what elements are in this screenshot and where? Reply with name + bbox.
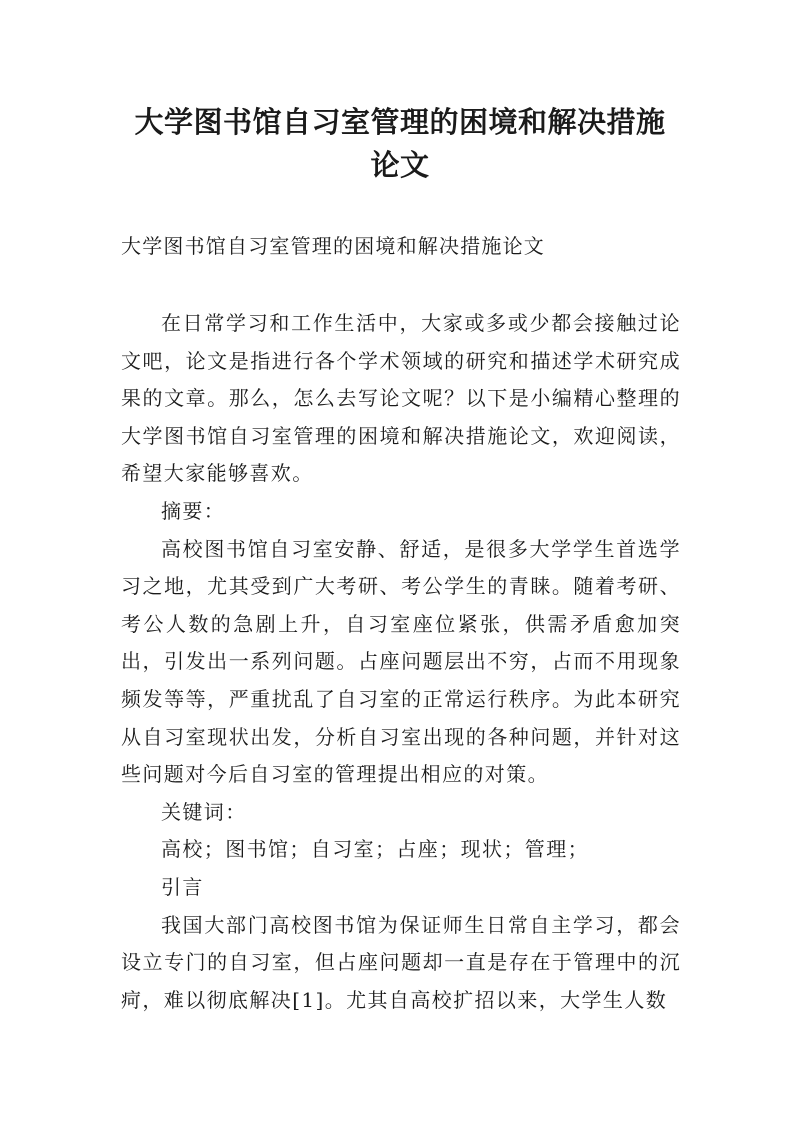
document-title-line-1: 大学图书馆自习室管理的困境和解决措施 [134, 105, 666, 139]
abstract-heading: 摘要： [161, 498, 226, 523]
intro-paragraph: 在日常学习和工作生活中，大家或多或少都会接触过论文吧，论文是指进行各个学术领域的研究和描述学术研究成果的文章。那么，怎么去写论文呢？以下是小编精心整理的大学图书馆自习室管理的困境和解决措施论文，欢迎阅读，希望大家能够喜欢。 [121, 311, 681, 486]
introduction-paragraph: 我国大部门高校图书馆为保证师生日常自主学习，都会设立专门的自习室，但占座问题却一直是存在于管理中的沉疴，难以彻底解决[1]。尤其自高校扩招以来，大学生人数 [121, 912, 681, 1012]
abstract-paragraph: 高校图书馆自习室安静、舒适，是很多大学学生首选学习之地，尤其受到广大考研、考公学生的青睐。随着考研、考公人数的急剧上升，自习室座位紧张，供需矛盾愈加突出，引发出一系列问题。占座问题层出不穷，占而不用现象频发等等，严重扰乱了自习室的正常运行秩序。为此本研究从自习室现状出发，分析自习室出现的各种问题，并针对这些问题对今后自习室的管理提出相应的对策。 [121, 536, 681, 787]
document-body [121, 305, 681, 1019]
keywords-list: 高校；图书馆；自习室；占座；现状；管理； [161, 837, 589, 862]
keywords-heading: 关键词： [161, 799, 247, 824]
document-title-line-2: 论文 [370, 148, 430, 182]
introduction-heading: 引言 [161, 874, 204, 899]
document-subtitle: 大学图书馆自习室管理的困境和解决措施论文 [121, 234, 545, 258]
